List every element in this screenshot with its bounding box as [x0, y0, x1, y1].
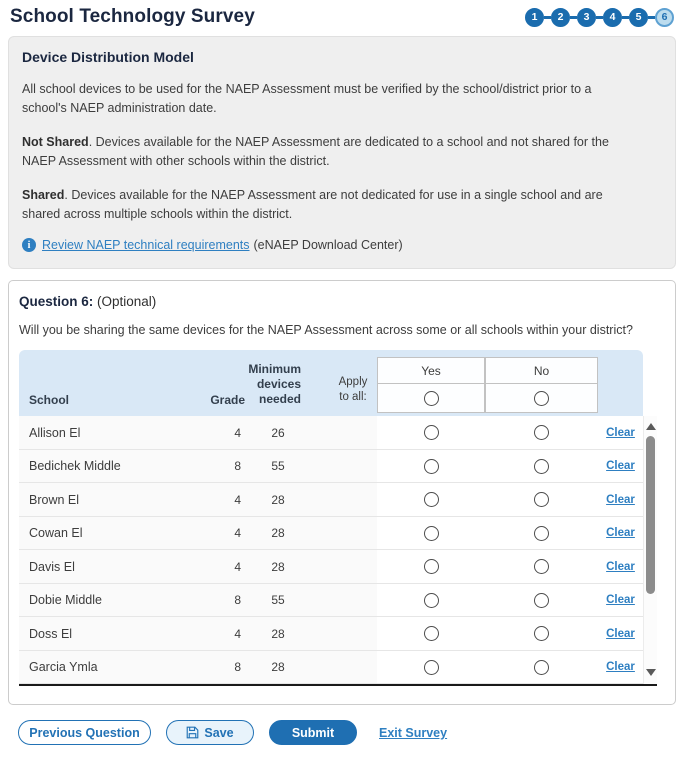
table-row [19, 483, 643, 517]
table-row [19, 517, 643, 551]
clear-column-header [598, 407, 643, 416]
grade-value: 4 [234, 559, 241, 574]
school-name: Garcia Ymla [29, 660, 98, 674]
school-name: Dobie Middle [29, 593, 102, 607]
table-body [19, 416, 657, 686]
devices-needed-value: 28 [271, 559, 285, 574]
not-shared-text [22, 133, 636, 172]
submit-button[interactable]: Submit [269, 720, 357, 745]
grade-value: 4 [234, 526, 241, 540]
clear-link[interactable]: Clear [606, 661, 635, 673]
column-header-devices: Minimum devices needed [248, 362, 301, 407]
no-radio[interactable] [534, 492, 549, 507]
devices-needed-value: 28 [271, 492, 285, 507]
apply-all-no-radio[interactable] [534, 391, 549, 406]
requirements-link-line [22, 238, 662, 252]
yes-radio[interactable] [424, 593, 439, 608]
column-header-grade: Grade [210, 393, 245, 408]
table-row [19, 550, 643, 584]
scroll-down-arrow-icon[interactable] [646, 669, 656, 676]
grade-value: 4 [234, 492, 241, 507]
no-radio[interactable] [534, 660, 549, 675]
scrollbar-thumb[interactable] [646, 436, 655, 594]
grade-value: 4 [234, 626, 241, 641]
table-row [19, 584, 643, 618]
vertical-scrollbar[interactable] [643, 416, 657, 684]
no-radio[interactable] [534, 459, 549, 474]
info-icon: i [22, 238, 36, 252]
school-name: Brown El [29, 492, 80, 507]
intro-text: All school devices to be used for the NAEP Assessment must be verified by the school/district prior to a school's NAEP administration date. [22, 82, 592, 116]
no-radio[interactable] [534, 593, 549, 608]
top-bar [8, 4, 676, 36]
no-radio[interactable] [534, 526, 549, 541]
device-distribution-panel [8, 36, 676, 269]
page-title: School Technology Survey [10, 6, 255, 27]
devices-needed-value: 26 [271, 425, 285, 440]
not-shared-lead: Not Shared [22, 134, 89, 149]
not-shared-body: . Devices available for the NAEP Assessment are dedicated to a school and not shared for the NAEP Assessment with other schools within the district. [22, 134, 609, 169]
clear-link[interactable]: Clear [606, 493, 635, 506]
table-row [19, 651, 643, 685]
clear-link[interactable]: Clear [606, 460, 635, 472]
rows-container [19, 416, 657, 684]
clear-link[interactable]: Clear [606, 527, 635, 539]
save-button[interactable] [166, 720, 254, 745]
link-suffix: (eNAEP Download Center) [253, 238, 403, 253]
table-header [19, 350, 643, 416]
yes-radio[interactable] [424, 526, 439, 541]
school-name: Cowan El [29, 526, 83, 540]
clear-link[interactable]: Clear [606, 560, 635, 573]
yes-radio[interactable] [424, 626, 439, 641]
question-optional: (Optional) [97, 294, 157, 310]
review-requirements-link[interactable]: Review NAEP technical requirements [42, 238, 250, 253]
school-name: Davis El [29, 559, 75, 574]
save-floppy-icon [186, 726, 199, 739]
yes-radio[interactable] [424, 459, 439, 474]
question-header [19, 294, 665, 309]
scroll-up-arrow-icon[interactable] [646, 423, 656, 430]
footer-actions [18, 720, 676, 745]
grade-value: 8 [234, 660, 241, 674]
shared-lead: Shared [22, 187, 65, 202]
table-row [19, 416, 643, 450]
step-4[interactable]: 4 [603, 8, 622, 27]
yes-radio[interactable] [424, 660, 439, 675]
previous-question-button[interactable]: Previous Question [18, 720, 151, 745]
school-name: Bedichek Middle [29, 459, 121, 473]
grade-value: 8 [234, 593, 241, 607]
schools-table [19, 350, 657, 686]
apply-all-yes-radio[interactable] [424, 391, 439, 406]
step-1[interactable]: 1 [525, 8, 544, 27]
no-radio[interactable] [534, 425, 549, 440]
clear-link[interactable]: Clear [606, 594, 635, 606]
no-column-header [485, 357, 598, 413]
clear-link[interactable]: Clear [606, 627, 635, 640]
step-indicator [525, 8, 674, 27]
step-connector [570, 16, 577, 19]
exit-survey-link[interactable]: Exit Survey [379, 725, 448, 740]
step-connector [648, 16, 655, 19]
save-button-label: Save [204, 725, 234, 740]
devices-needed-value: 28 [271, 526, 285, 540]
no-radio[interactable] [534, 559, 549, 574]
step-6-current[interactable]: 6 [655, 8, 674, 27]
table-row [19, 617, 643, 651]
column-header-school: School [29, 393, 70, 408]
step-connector [596, 16, 603, 19]
school-name: Allison El [29, 425, 81, 440]
yes-radio[interactable] [424, 425, 439, 440]
devices-needed-value: 28 [271, 660, 285, 674]
school-name: Doss El [29, 626, 73, 641]
yes-radio[interactable] [424, 492, 439, 507]
shared-text [22, 186, 636, 225]
step-5[interactable]: 5 [629, 8, 648, 27]
grade-value: 4 [234, 425, 241, 440]
table-row [19, 450, 643, 484]
no-label: No [486, 358, 597, 384]
apply-to-all-label: Apply to all: [338, 376, 368, 404]
step-2[interactable]: 2 [551, 8, 570, 27]
devices-needed-value: 55 [271, 459, 285, 473]
shared-body: . Devices available for the NAEP Assessment are not dedicated for use in a single school and are shared across multiple schools within the district. [22, 187, 603, 221]
no-radio[interactable] [534, 626, 549, 641]
step-3[interactable]: 3 [577, 8, 596, 27]
devices-needed-value: 28 [271, 626, 285, 641]
devices-needed-value: 55 [271, 593, 285, 607]
yes-label: Yes [378, 358, 484, 384]
step-connector [622, 16, 629, 19]
question-number: Question 6: [19, 294, 94, 310]
question-panel [8, 280, 676, 705]
grade-value: 8 [234, 459, 241, 473]
panel-heading: Device Distribution Model [22, 49, 194, 65]
step-connector [544, 16, 551, 19]
question-text: Will you be sharing the same devices for the NAEP Assessment across some or all schools within your district? [19, 323, 633, 338]
clear-link[interactable]: Clear [606, 426, 635, 439]
yes-radio[interactable] [424, 559, 439, 574]
yes-column-header [377, 357, 485, 413]
